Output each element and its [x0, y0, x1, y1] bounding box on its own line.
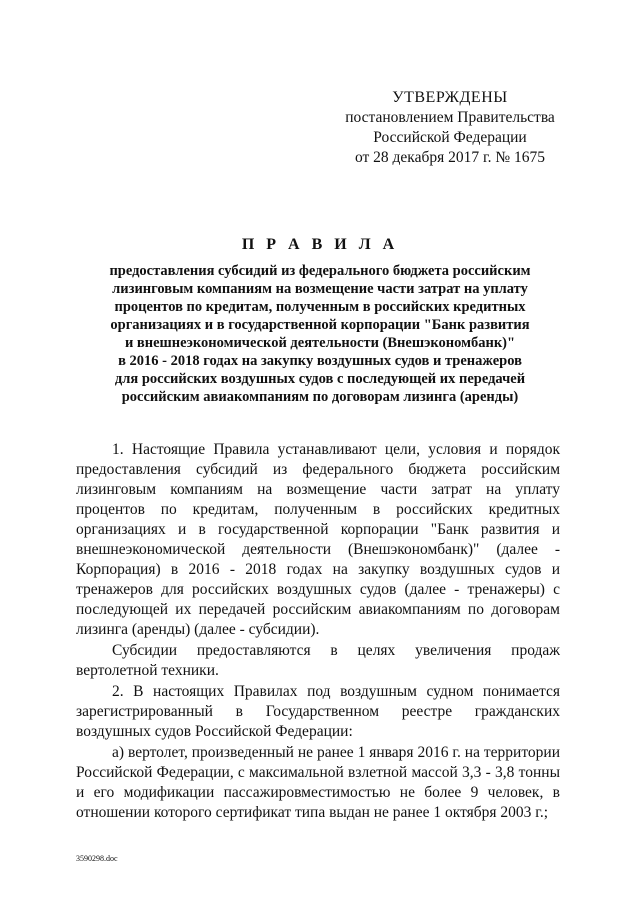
- document-body: [76, 440, 560, 823]
- approval-line-3: от 28 декабря 2017 г. № 1675: [354, 149, 546, 166]
- subtitle-line: процентов по кредитам, полученным в российских кредитных: [114, 299, 526, 315]
- paragraph-3: 2. В настоящих Правилах под воздушным судном понимается зарегистрированный в Государственном реестре гражданских воздушных судов Российской Федерации:: [76, 683, 560, 740]
- subtitle-line: российским авиакомпаниям по договорам лизинга (аренды): [121, 389, 519, 405]
- subtitle-line: и внешнеэкономической деятельности (Внешэкономбанк)": [124, 335, 516, 351]
- document-subtitle: [85, 262, 555, 406]
- subtitle-line: в 2016 - 2018 годах на закупку воздушных судов и тренажеров: [118, 353, 522, 369]
- file-name-footer: 3590298.doc: [76, 854, 118, 863]
- approval-line-1: постановлением Правительства: [345, 109, 555, 126]
- document-title: П Р А В И Л А: [241, 236, 399, 253]
- subtitle-line: организациях и в государственной корпорации "Банк развития: [110, 317, 530, 333]
- subtitle-line: предоставления субсидий из федерального бюджета российским: [109, 263, 531, 279]
- approval-heading: УТВЕРЖДЕНЫ: [392, 89, 508, 106]
- paragraph-1: 1. Настоящие Правила устанавливают цели, условия и порядок предоставления субсидий из федерального бюджета российским лизинговым компаниям на возмещение части затрат на уплату процентов по кредитам, полученным в российских кредитных организациях и в государственной корпорации "Банк развития и внешнеэкономической деятельности (Внешэкономбанк)" (далее - Корпорация) в 2016 - 2018 годах на закупку воздушных судов и тренажеров для российских воздушных судов (далее - тренажеры) с последующей их передачей российским авиакомпаниям по договорам лизинга (аренды) (далее - субсидии).: [76, 441, 560, 638]
- subtitle-line: лизинговым компаниям на возмещение части затрат на уплату: [112, 281, 528, 297]
- approval-line-2: Российской Федерации: [373, 129, 527, 146]
- paragraph-4: а) вертолет, произведенный не ранее 1 января 2016 г. на территории Российской Федерации, с максимальной взлетной массой 3,3 - 3,8 тонны и его модификации пассажировместимостью не более 9 человек, в отношении которого сертификат типа выдан не ранее 1 октября 2003 г.;: [76, 744, 560, 821]
- subtitle-line: для российских воздушных судов с последующей их передачей: [114, 371, 526, 387]
- approval-block: [330, 88, 570, 168]
- paragraph-2: Субсидии предоставляются в целях увеличения продаж вертолетной техники.: [76, 642, 560, 679]
